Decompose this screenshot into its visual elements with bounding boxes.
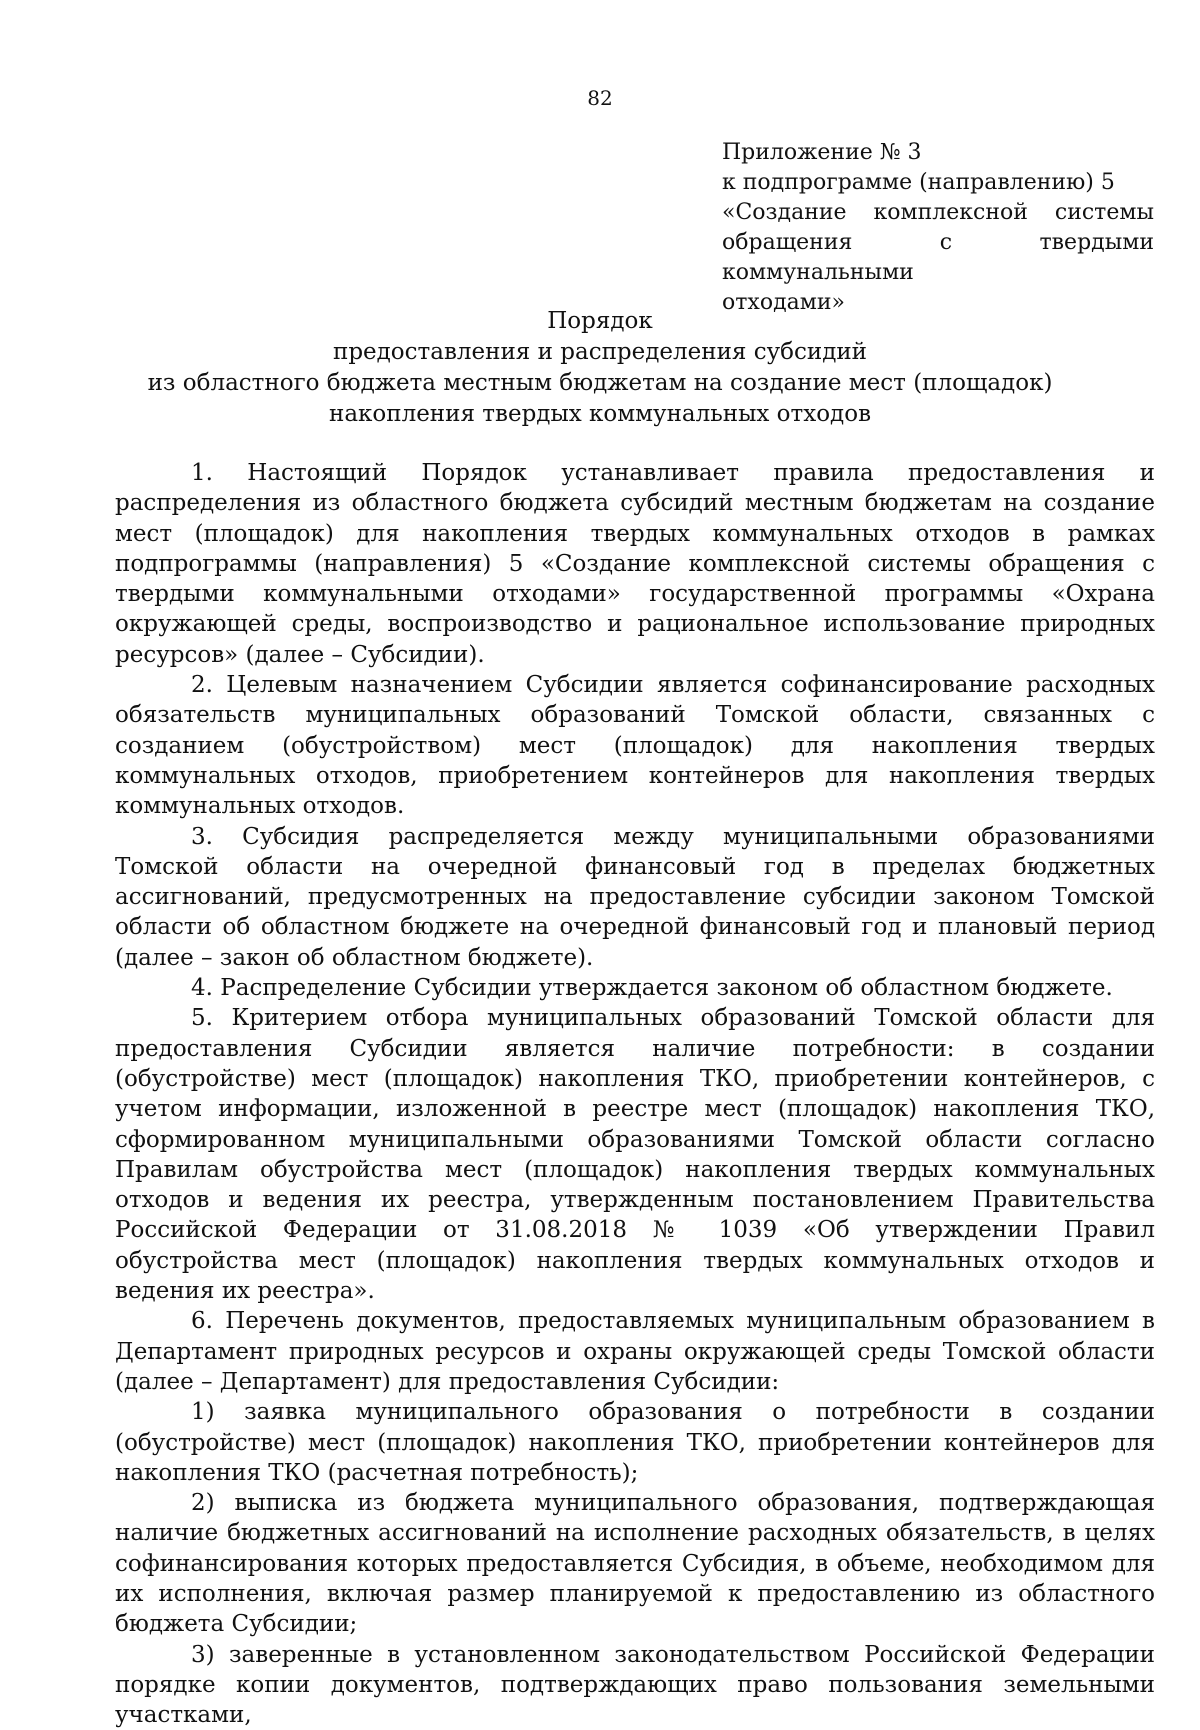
list-item-1: 1) заявка муниципального образования о потребности в создании (обустройстве) мест (площадок) накопления ТКО, приобретении контейнеров для накопления ТКО (расчетная потребность); (115, 1399, 1155, 1486)
paragraph-5: 5. Критерием отбора муниципальных образований Томской области для предоставления Субсидии является наличие потребности: в создании (обустройстве) мест (площадок) накопления ТКО, приобретении контейнеров, с учетом информации, изложенной в реестре мест (площадок) накопления ТКО, сформированном муниципальными образованиями Томской области согласно Правилам обустройства мест (площадок) накопления твердых коммунальных отходов и ведения их реестра, утвержденным постановлением Правительства Российской Федерации от 31.08.2018 № 1039 «Об утверждении Правил обустройства мест (площадок) накопления твердых коммунальных отходов и ведения их реестра». (115, 1005, 1155, 1305)
appendix-line-2: к подпрограмме (направлению) 5 (722, 170, 1115, 195)
appendix-line-3: «Создание комплексной системы (722, 200, 1154, 225)
paragraph-3: 3. Субсидия распределяется между муниципальными образованиями Томской области на очередной финансовый год в пределах бюджетных ассигнований, предусмотренных на предоставление субсидии законом Томской области об областном бюджете на очередной финансовый год и плановый период (далее – закон об областном бюджете). (115, 823, 1155, 971)
appendix-line-1: Приложение № 3 (722, 140, 922, 165)
document-title (100, 306, 1100, 430)
appendix-line-4: обращения с твердыми коммунальными (722, 230, 1154, 285)
title-line-4: накопления твердых коммунальных отходов (328, 401, 872, 427)
paragraph-6: 6. Перечень документов, предоставляемых муниципальным образованием в Департамент природных ресурсов и охраны окружающей среды Томской области (далее – Департамент) для предоставления Субсидии: (115, 1308, 1155, 1395)
paragraph-4: 4. Распределение Субсидии утверждается законом об областном бюджете. (191, 975, 1113, 1002)
title-line-2: предоставления и распределения субсидий (332, 339, 868, 365)
paragraph-1: 1. Настоящий Порядок устанавливает правила предоставления и распределения из областного бюджета субсидий местным бюджетам на создание мест (площадок) для накопления твердых коммунальных отходов в рамках подпрограммы (направления) 5 «Создание комплексной системы обращения с твердыми коммунальными отходами» государственной программы «Охрана окружающей среды, воспроизводство и рациональное использование природных ресурсов» (далее – Субсидии). (115, 460, 1155, 668)
page-number: 82 (587, 86, 613, 110)
appendix-block (722, 138, 1154, 318)
appendix-line-5: отходами» (722, 290, 845, 315)
list-item-3: 3) заверенные в установленном законодательством Российской Федерации порядке копии документов, подтверждающих право пользования земельными участками, (115, 1641, 1155, 1729)
paragraph-2: 2. Целевым назначением Субсидии является софинансирование расходных обязательств муниципальных образований Томской области, связанных с созданием (обустройством) мест (площадок) для накопления твердых коммунальных отходов, приобретением контейнеров для накопления твердых коммунальных отходов. (115, 672, 1155, 820)
title-line-1: Порядок (547, 308, 653, 334)
list-item-2: 2) выписка из бюджета муниципального образования, подтверждающая наличие бюджетных ассигнований на исполнение расходных обязательств, в целях софинансирования которых предоставляется Субсидия, в объеме, необходимом для их исполнения, включая размер планируемой к предоставлению из областного бюджета Субсидии; (115, 1490, 1155, 1638)
title-line-3: из областного бюджета местным бюджетам на создание мест (площадок) (147, 370, 1053, 396)
document-body (115, 458, 1155, 1730)
